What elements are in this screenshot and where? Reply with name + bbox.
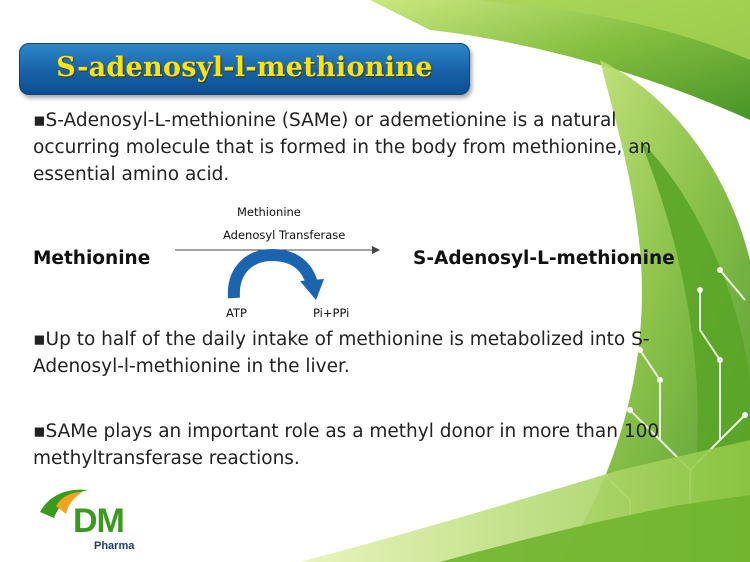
enzyme-label-line1: Methionine <box>237 205 301 219</box>
logo-subtext: Pharma <box>94 540 135 552</box>
cofactor-arc-arrow <box>234 255 312 298</box>
paragraph-liver-metabolism: ▪Up to half of the daily intake of methionine is metabolized into S-Adenosyl-l-methionine in the liver. <box>33 329 650 377</box>
product-label: S-Adenosyl-L-methionine <box>413 248 675 269</box>
cofactor-arc-arrowhead <box>300 279 324 300</box>
paragraph-intro: ▪S-Adenosyl-L-methionine (SAMe) or ademetionine is a natural occurring molecule that is formed in the body from methionine, an essential amino acid. <box>33 110 652 185</box>
substrate-label: Methionine <box>33 248 151 269</box>
enzyme-label-line2: Adenosyl Transferase <box>223 228 346 242</box>
reaction-arrow-head <box>372 246 380 254</box>
cofactor-out-label: Pi+PPi <box>313 306 350 320</box>
logo-text: DM <box>73 502 124 540</box>
paragraph-methyl-donor: ▪SAMe plays an important role as a methyl donor in more than 100 methyltransferase reactions. <box>33 421 660 469</box>
slide-title: S-adenosyl-l-methionine <box>56 52 433 83</box>
cofactor-in-label: ATP <box>226 306 247 320</box>
